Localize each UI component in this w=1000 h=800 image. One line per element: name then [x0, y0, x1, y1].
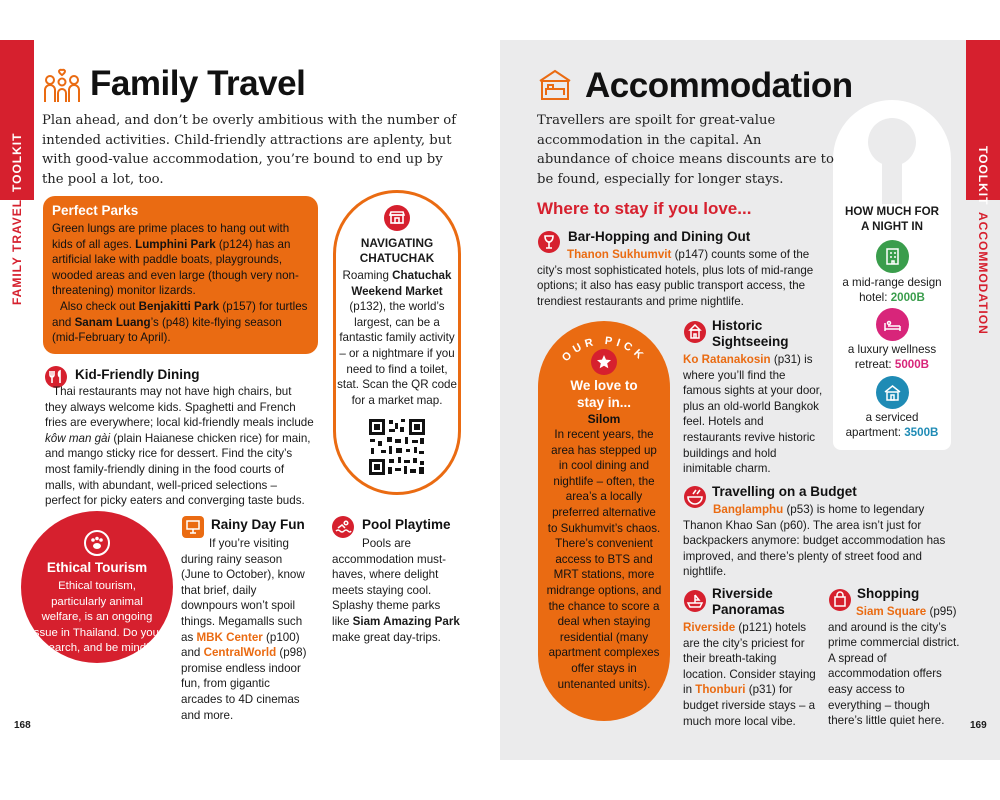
page-title-accommodation: Accommodation — [585, 66, 853, 105]
temple-icon — [684, 321, 706, 343]
serviced-apartment-icon — [876, 376, 909, 409]
arcade-icon — [182, 516, 204, 538]
where-to-stay-heading: Where to stay if you love... — [537, 199, 752, 218]
kid-friendly-dining-heading: Kid-Friendly Dining — [75, 367, 200, 382]
design-hotel-icon — [876, 240, 909, 273]
family-icon — [40, 64, 84, 108]
shopping-heading: Shopping — [857, 586, 920, 601]
bar-hopping-text: Thanon Sukhumvit (p147) counts some of the city’s most sophisticated hotels, plus lots of mid-range options; it also has easy public transport access, the trendiest restaurants and prime nightlife. — [537, 248, 814, 308]
rainy-day-heading: Rainy Day Fun — [211, 517, 305, 532]
ethical-tourism-text: Ethical tourism, particularly animal welfare, is an ongoing issue in Thailand. Do your research, and be mindful. — [31, 580, 163, 655]
budget-text: Banglamphu (p53) is home to legendary Thanon Khao San (p60). The area isn’t just for backpackers anymore: budget accommodation has improved, and there’s plenty of street food and nightlife. — [683, 503, 946, 579]
kid-friendly-dining-text: Thai restaurants may not have high chairs, but they always welcome kids. Spaghetti and French fries are everywhere; local kid-friendly meals include kôw man gài (plain Haianese chicken rice) for main, and mango sticky rice for dessert. Find the city’s most family-friendly dining in the food courts of malls, with abundant, well-priced selections – perfect for picky eaters and converging taste buds. — [45, 385, 314, 508]
price-item-3: a serviced apartment: 3500B — [845, 411, 939, 439]
our-pick-heading: We love to stay in... — [570, 378, 638, 410]
intro-family-travel: Plan ahead, and don’t be overly ambitious with the number of intended activities. Child-friendly attractions are aplenty, but with good-value accommodation, you’re bound to end up by the pool a lot, too. — [42, 113, 457, 187]
page-title-family-travel: Family Travel — [90, 64, 306, 103]
pool-playtime-text: Pools are accommodation must-haves, where delight meets staying cool. Splashy theme parks like Siam Amazing Park make great day-trips. — [332, 537, 460, 644]
swimming-icon — [332, 516, 354, 538]
intro-accommodation: Travellers are spoilt for great-value accommodation in the capital. An abundance of choice means discounts are to be found, especially for longer stays. — [537, 113, 834, 187]
wellness-retreat-icon — [876, 308, 909, 341]
market-icon — [384, 205, 410, 231]
paw-icon — [84, 530, 110, 556]
perfect-parks-text: Green lungs are prime places to hang out with kids of all ages. Lumphini Park (p124) has an artificial lake with paddle boats, playgrounds, wooded areas and even large (though very non-threatening) monitor lizards. Also check out Benjakitti Park (p157) for turtles and Sanam Luang’s (p48) kite-flying season (mid-February to April). — [52, 222, 308, 345]
shopping-text: Siam Square (p95) and around is the city’s prime commercial district. A spread of accommodation offers easy access to everything – though there’s little quiet here. — [828, 605, 960, 728]
svg-text:OUR PICK: OUR PICK — [559, 334, 649, 365]
our-pick-place: Silom — [587, 412, 621, 426]
page-number-left: 168 — [14, 720, 31, 731]
price-item-2: a luxury wellness retreat: 5000B — [847, 343, 937, 371]
bar-hopping-heading: Bar-Hopping and Dining Out — [568, 229, 751, 244]
ethical-tourism-heading: Ethical Tourism — [46, 560, 148, 575]
side-section-label-right: ACCOMMODATION — [976, 212, 990, 335]
historic-heading: Historic Sightseeing — [712, 318, 789, 349]
chatuchak-text: Roaming Chatuchak Weekend Market (p132), the world’s largest, can be a fantastic family activity – or a nightmare if you need to find a toilet, stat. Scan the QR code for a market map. — [337, 269, 457, 407]
side-tab-right-label: TOOLKIT — [976, 146, 990, 206]
riverside-text: Riverside (p121) hotels are the city’s priciest for their breath-taking location. Consider staying in Thonburi (p31) for budget riverside stays – a much more local vibe. — [683, 621, 816, 728]
bed-icon — [537, 66, 573, 102]
side-section-label-left: FAMILY TRAVEL — [10, 198, 24, 305]
riverside-heading: Riverside Panoramas — [712, 586, 785, 617]
door-hanger-slot — [882, 140, 902, 204]
chatuchak-heading: NAVIGATING CHATUCHAK — [359, 236, 435, 265]
boat-icon — [684, 590, 706, 612]
pool-playtime-heading: Pool Playtime — [362, 517, 451, 532]
star-icon — [591, 349, 617, 375]
price-heading: HOW MUCH FOR A NIGHT IN — [844, 205, 940, 233]
side-tab-left-label: TOOLKIT — [10, 132, 24, 192]
qr-code[interactable] — [367, 417, 427, 477]
perfect-parks-heading: Perfect Parks — [52, 203, 139, 218]
budget-heading: Travelling on a Budget — [712, 484, 857, 499]
our-pick-text: In recent years, the area has stepped up in cool dining and nightlife – often, the area’s a locally preferred alternative to Sukhumvit’s chaos. There’s convenient access to BTS and MRT stations, more midrange options, and the chance to score a deal when staying residential (many apartment complexes offer stays in untenanted units). — [546, 428, 662, 691]
rainy-day-text: If you’re visiting during rainy season (June to October), know that brief, daily downpours won’t spoil things. Megamalls such as MBK Center (p100) and CentralWorld (p98) promise endless indoor fun, from gigantic arcades to 4D cinemas and more. — [181, 537, 307, 722]
price-item-1: a mid-range design hotel: 2000B — [842, 276, 942, 304]
page-number-right: 169 — [970, 720, 987, 731]
historic-text: Ko Ratanakosin (p31) is where you’ll find the famous sights at your door, plus an old-world Bangkok feel. Hotels and restaurants revive historic buildings and hold inimitable charm. — [683, 353, 823, 476]
